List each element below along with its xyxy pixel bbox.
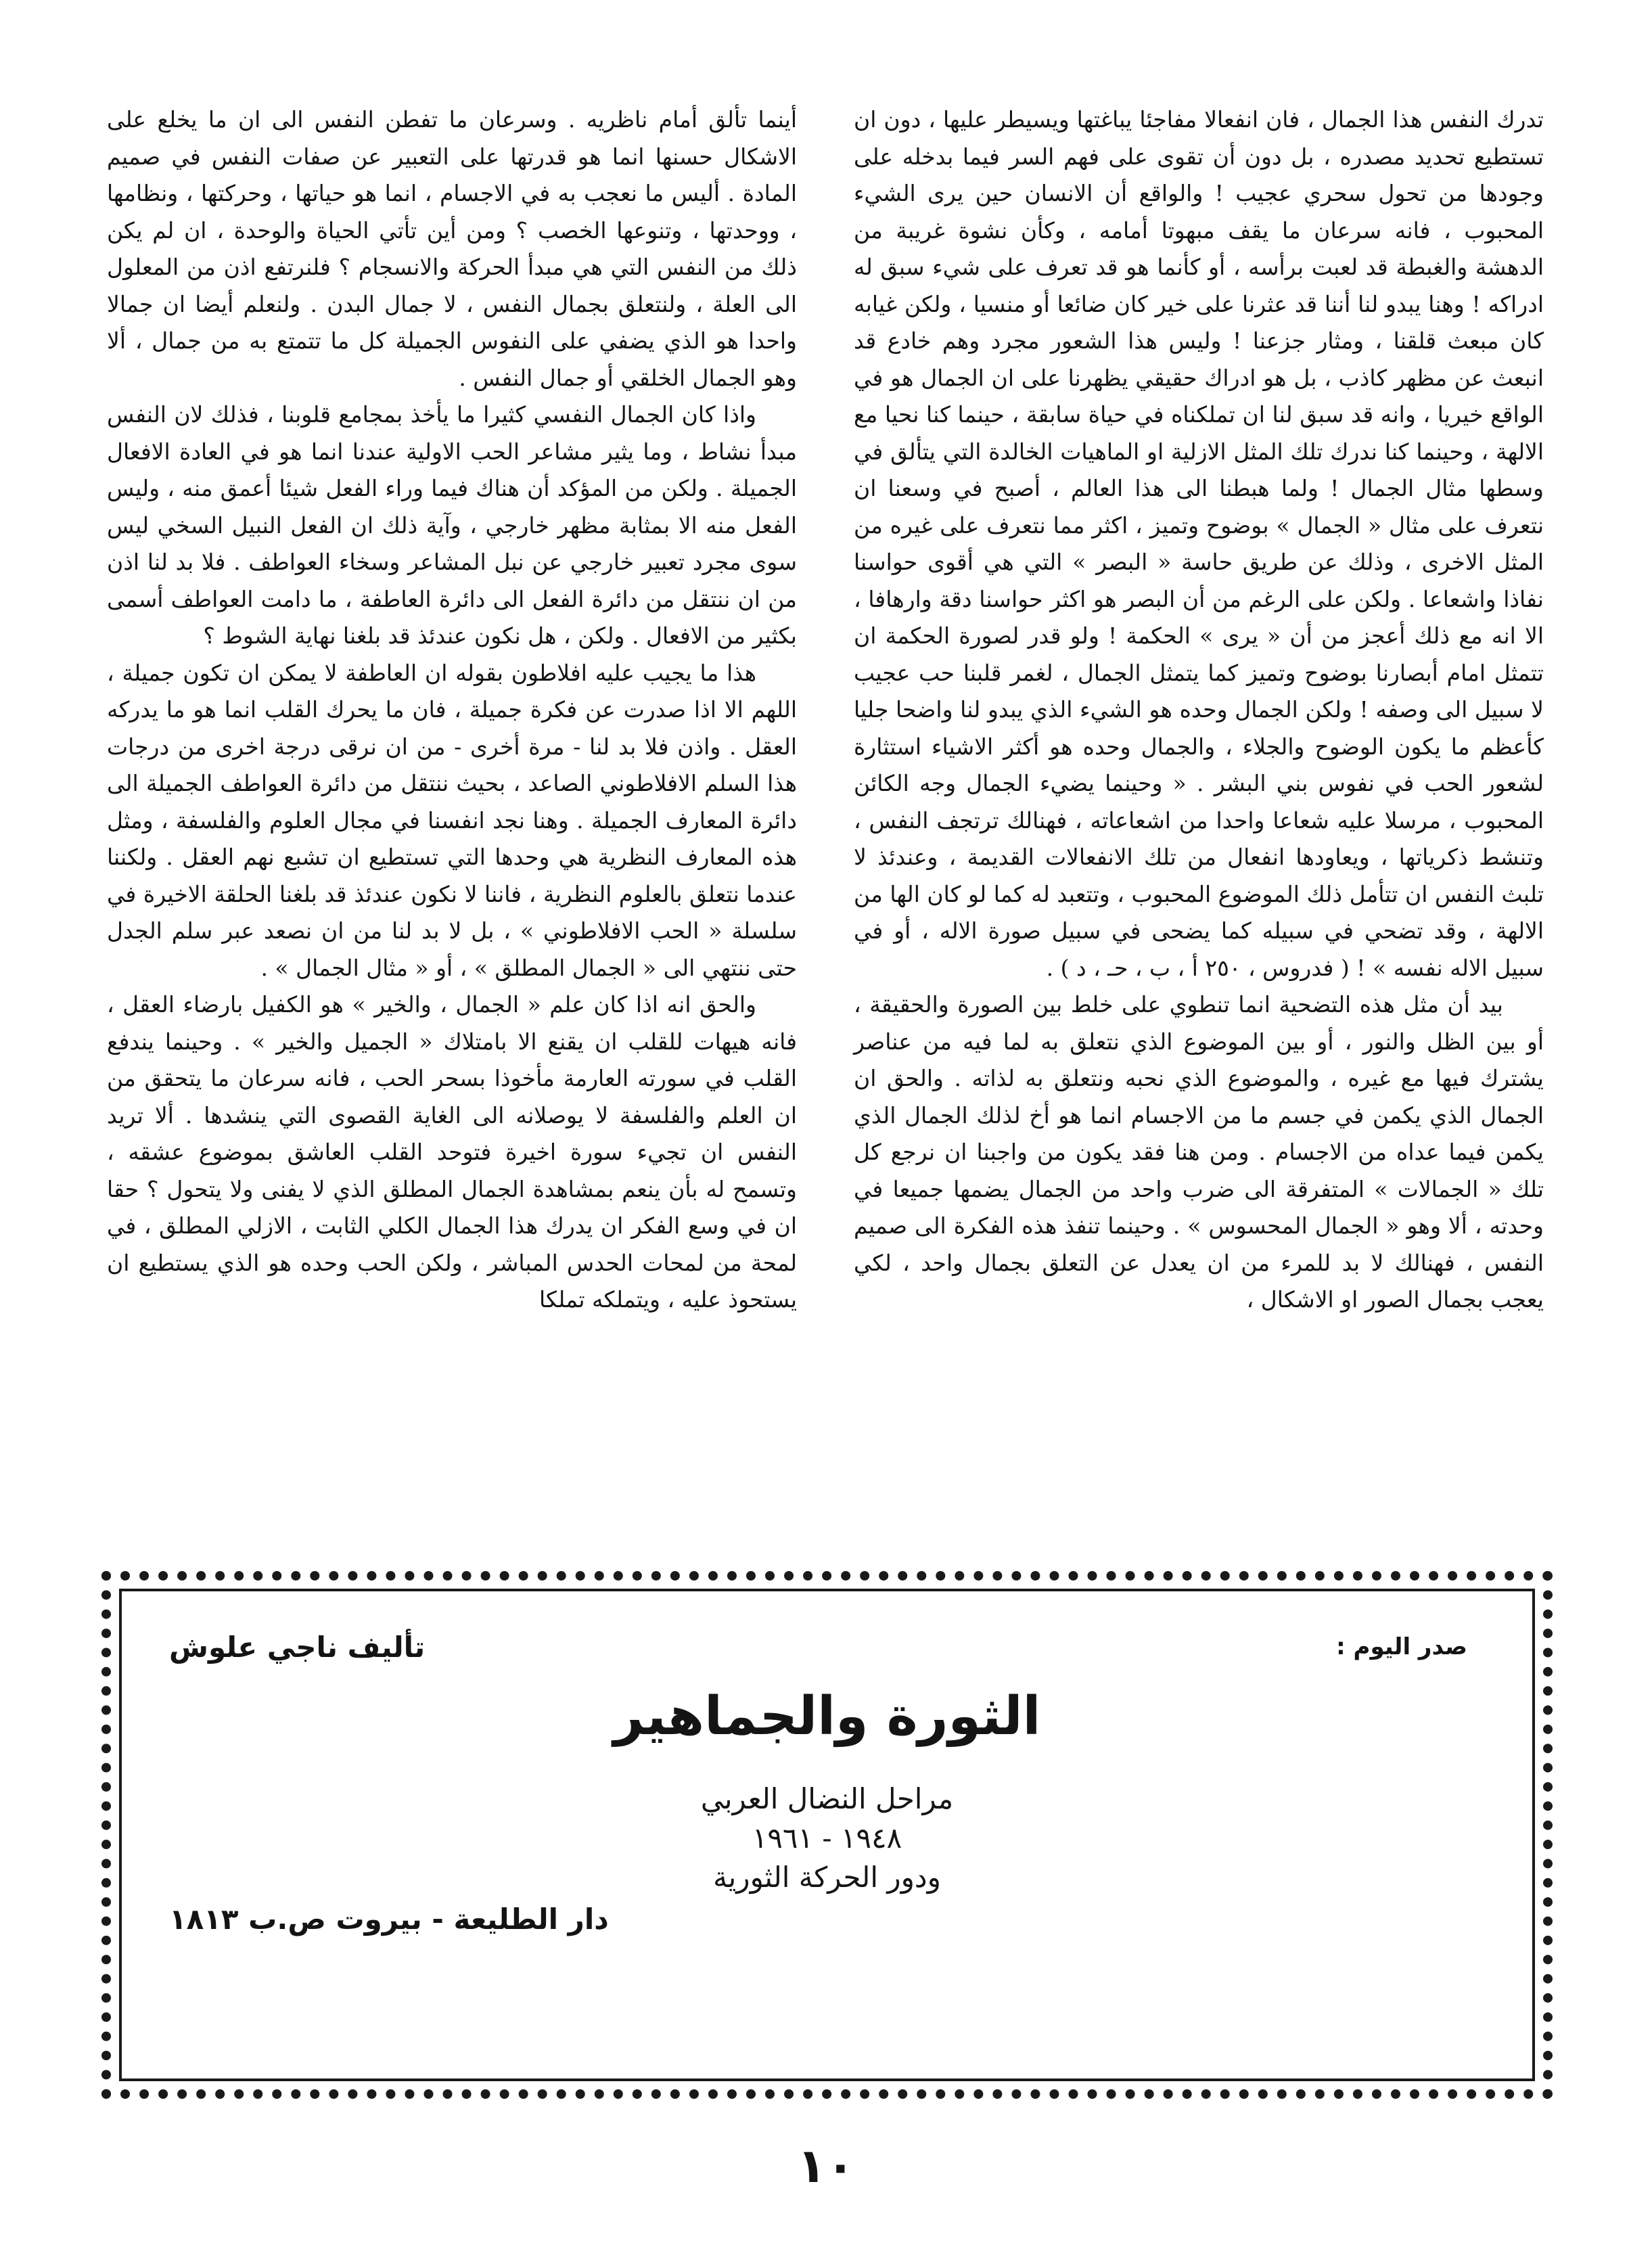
book-publisher: دار الطليعة - بيروت ص.ب ١٨١٣: [169, 1903, 609, 1936]
article-paragraph: تدرك النفس هذا الجمال ، فان انفعالا مفاجئا يباغتها ويسيطر عليها ، دون ان تستطيع تحديد مصدره ، بل دون أن تقوى على فهم السر فيما بدخله على وجودها من تحول سحري عجيب ! والواقع أن الانسان حين يرى الشيء المحبوب ، فانه سرعان ما يقف مبهوتا أمامه ، وكأن نشوة غريبة من الدهشة والغبطة قد لعبت برأسه ، أو كأنما هو قد تعرف على شيء سبق له ادراكه ! وهنا يبدو لنا أننا قد عثرنا على خير كان ضائعا أو منسيا ، ولكن غيابه كان مبعث قلقنا ، ومثار جزعنا ! وليس هذا الشعور مجرد وهم خادع قد انبعث عن مظهر كاذب ، بل هو ادراك حقيقي يظهرنا على ان الجمال هو في الواقع خيريا ، وانه قد سبق لنا ان تملكناه في حياة سابقة ، حينما كنا نحيا مع الالهة ، وحينما كنا ندرك تلك المثل الازلية او الماهيات الخالدة التي يتألق في وسطها مثال الجمال ! ولما هبطنا الى هذا العالم ، أصبح في وسعنا ان نتعرف على مثال « الجمال » بوضوح وتميز ، اكثر مما نتعرف على غيره من المثل الاخرى ، وذلك عن طريق حاسة « البصر » التي هي أقوى حواسنا نفاذا واشعاعا . ولكن على الرغم من أن البصر هو اكثر حواسنا دقة وارهافا ، الا انه مع ذلك أعجز من أن « يرى » الحكمة ! ولو قدر لصورة الحكمة ان تتمثل امام أبصارنا بوضوح وتميز كما يتمثل الجمال ، لغمر قلبنا حب عجيب لا سبيل الى وصفه ! ولكن الجمال وحده هو الشيء الذي يبدو لنا واضحا جليا كأعظم ما يكون الوضوح والجلاء ، والجمال وحده هو أكثر الاشياء استثارة لشعور الحب في نفوس بني البشر . « وحينما يضيء الجمال وجه الكائن المحبوب ، مرسلا عليه شعاعا واحدا من اشعاعاته ، فهنالك ترتجف النفس ، وتنشط ذكرياتها ، ويعاودها انفعال من تلك الانفعالات القديمة ، وعندئذ لا تلبث النفس ان تتأمل ذلك الموضوع المحبوب ، وتتعبد له كما لو كان الها من الالهة ، وقد تضحي في سبيله كما يضحى في سبيل صورة الاله ، أو في سبيل الاله نفسه » ! ( فدروس ، ٢٥٠ أ ، ب ، حـ ، د ) .: [854, 106, 1544, 981]
article-column-left: [107, 101, 797, 1319]
article-paragraph: واذا كان الجمال النفسي كثيرا ما يأخذ بمجامع قلوبنا ، فذلك لان النفس مبدأ نشاط ، وما يثير مشاعر الحب الاولية عندنا انما هو في العادة الافعال الجميلة . ولكن من المؤكد أن هناك فيما وراء الفعل شيئا أعمق منه ، وليس الفعل منه الا بمثابة مظهر خارجي ، وآية ذلك ان الفعل النبيل السخي ليس سوى مجرد تعبير خارجي عن نبل المشاعر وسخاء العواطف . فلا بد لنا اذن من ان ننتقل من دائرة الفعل الى دائرة العاطفة ، ما دامت العواطف أسمى بكثير من الافعال . ولكن ، هل نكون عندئذ قد بلغنا نهاية الشوط ؟: [107, 401, 797, 649]
book-subtitle: مراحل النضال العربي: [700, 1782, 954, 1815]
article-paragraph: بيد أن مثل هذه التضحية انما تنطوي على خلط بين الصورة والحقيقة ، أو بين الظل والنور ، أو بين الموضوع الذي نتعلق به لما فيه من عناصر يشترك فيها مع غيره ، والموضوع الذي نحبه ونتعلق به لذاته . والحق ان الجمال الذي يكمن في جسم ما من الاجسام انما هو أخ لذلك الجمال الذي يكمن فيما عداه من الاجسام . ومن هنا فقد يكون من واجبنا ان نرجع كل تلك « الجمالات » المتفرقة الى ضرب واحد من الجمال يضمها جميعا في وحدته ، ألا وهو « الجمال المحسوس » . وحينما تنفذ هذه الفكرة الى صميم النفس ، فهنالك لا بد للمرء من ان يعدل عن التعلق بجمال واحد ، لكي يعجب بجمال الصور او الاشكال ،: [854, 991, 1544, 1313]
book-title: الثورة والجماهير: [613, 1686, 1041, 1747]
book-author: تأليف ناجي علوش: [169, 1631, 426, 1664]
issued-today-label: صدر اليوم :: [1336, 1633, 1467, 1660]
article-paragraph: هذا ما يجيب عليه افلاطون بقوله ان العاطفة لا يمكن ان تكون جميلة ، اللهم الا اذا صدرت عن فكرة جميلة ، فان ما يحرك القلب انما هو ما يدركه العقل . واذن فلا بد لنا - مرة أخرى - من ان نرقى درجة اخرى من درجات هذا السلم الافلاطوني الصاعد ، بحيث ننتقل من دائرة العواطف الجميلة الى دائرة المعارف الجميلة . وهنا نجد انفسنا في مجال العلوم والفلسفة ، ومثل هذه المعارف النظرية هي وحدها التي تستطيع ان تشبع نهم العقل . ولكننا عندما نتعلق بالعلوم النظرية ، فاننا لا نكون عندئذ قد بلغنا الحلقة الاخيرة في سلسلة « الحب الافلاطوني » ، بل لا بد لنا من ان نصعد عبر سلم الجدل حتى ننتهي الى « الجمال المطلق » ، أو « مثال الجمال » .: [107, 659, 797, 981]
book-subtitle-2: ودور الحركة الثورية: [713, 1861, 941, 1894]
article-paragraph: أينما تألق أمام ناظريه . وسرعان ما تفطن النفس الى ان ما يخلع على الاشكال حسنها انما هو قدرتها على التعبير عن صفات النفس في صميم المادة . أليس ما نعجب به في الاجسام ، انما هو حياتها ، وحركتها ، ونظامها ، ووحدتها ، وتنوعها الخصب ؟ ومن أين تأتي الحياة والوحدة ، ان لم يكن ذلك من النفس التي هي مبدأ الحركة والانسجام ؟ فلنرتفع اذن من المعلول الى العلة ، ولنتعلق بجمال النفس ، لا جمال البدن . ولنعلم أيضا ان جمالا واحدا هو الذي يضفي على النفوس الجميلة كل ما تتمتع به من جمال ، ألا وهو الجمال الخلقي أو جمال النفس .: [107, 106, 797, 391]
book-years: ١٩٤٨ - ١٩٦١: [752, 1821, 902, 1855]
page-number: ١٠: [797, 2138, 855, 2194]
article-column-right: [854, 101, 1544, 1319]
book-advertisement: [101, 1571, 1553, 2099]
advertisement-frame: [119, 1589, 1535, 2081]
article-paragraph: والحق انه اذا كان علم « الجمال ، والخير » هو الكفيل بارضاء العقل ، فانه هيهات للقلب ان يقنع الا بامتلاك « الجميل والخير » . وحينما يندفع القلب في سورته العارمة مأخوذا بسحر الحب ، فانه سرعان ما يتحقق من ان العلم والفلسفة لا يوصلانه الى الغاية القصوى التي ينشدها . ألا تريد النفس ان تجيء سورة اخيرة فتوحد القلب العاشق بموضوع عشقه ، وتسمح له بأن ينعم بمشاهدة الجمال المطلق الذي لا يفنى ولا يتحول ؟ حقا ان في وسع الفكر ان يدرك هذا الجمال الكلي الثابت ، الازلي المطلق ، في لمحة من لمحات الحدس المباشر ، ولكن الحب وحده هو الذي يستطيع ان يستحوذ عليه ، ويتملكه تملكا: [107, 991, 797, 1313]
